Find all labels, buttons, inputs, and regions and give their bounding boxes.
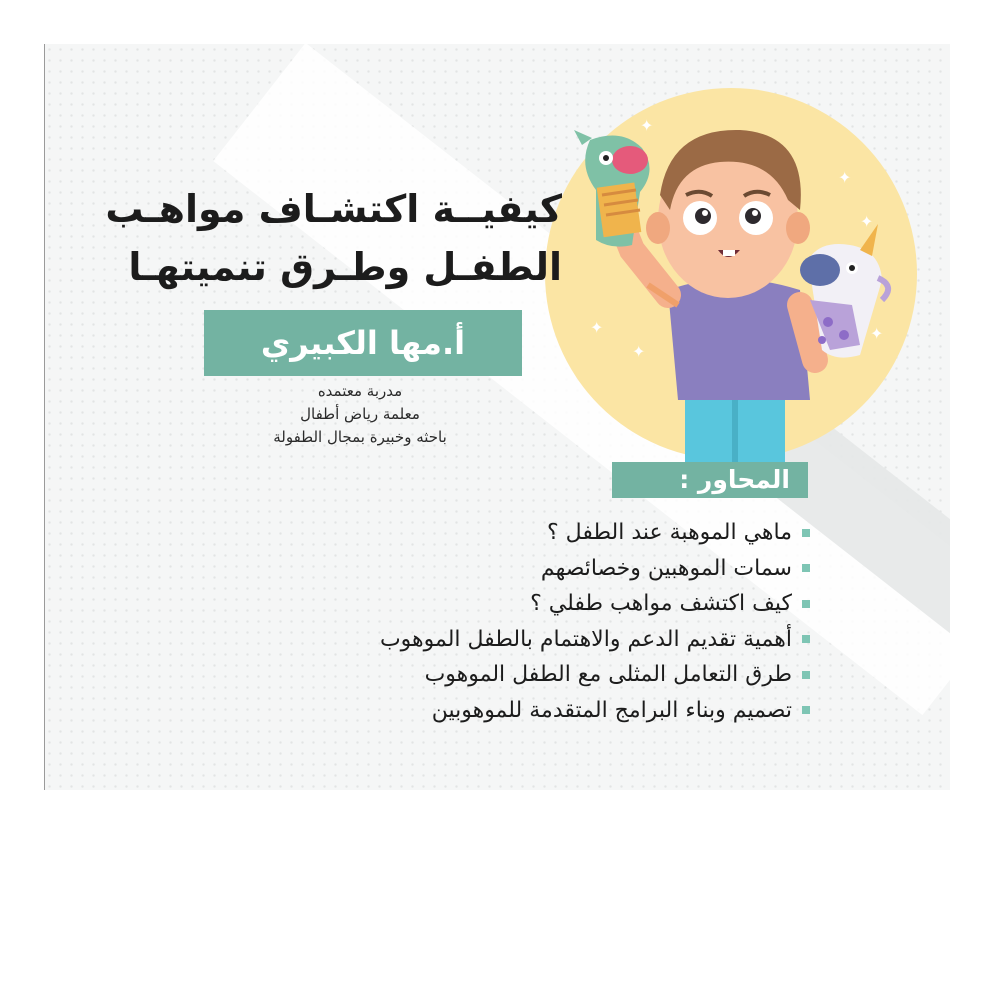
child-with-sock-puppets-icon (560, 100, 920, 470)
list-item (190, 586, 810, 622)
list-item (190, 515, 810, 551)
square-bullet-icon (802, 706, 810, 714)
sparkle-icon: ✦ (860, 212, 874, 231)
square-bullet-icon (802, 529, 810, 537)
list-item (190, 693, 810, 729)
sparkle-icon: ✦ (838, 168, 852, 187)
card-edge-line (44, 44, 45, 790)
list-item (190, 551, 810, 587)
credential-line: مدربة معتمده (317, 382, 403, 400)
sparkle-icon: ✦ (640, 116, 654, 135)
title-line-1: كيفيــة اكتشـاف مواهـب (105, 187, 562, 231)
square-bullet-icon (802, 564, 810, 572)
axes-heading-banner (612, 462, 808, 498)
sparkle-icon: ✦ (590, 318, 604, 337)
axes-heading: المحاور : (679, 465, 790, 494)
credential-line: باحثه وخبيرة بمجال الطفولة (273, 428, 447, 446)
title-line-2: الطفـل وطـرق تنميتهـا (128, 245, 562, 289)
presenter-credentials (230, 380, 490, 449)
sparkle-icon: ✦ (870, 324, 884, 343)
sparkle-icon: ✦ (632, 342, 646, 361)
list-item (190, 657, 810, 693)
list-item-label: ماهي الموهبة عند الطفل ؟ (547, 520, 792, 546)
list-item-label: كيف اكتشف مواهب طفلي ؟ (530, 591, 792, 617)
list-item (190, 622, 810, 658)
square-bullet-icon (802, 600, 810, 608)
list-item-label: سمات الموهبين وخصائصهم (540, 555, 792, 581)
square-bullet-icon (802, 635, 810, 643)
list-item-label: تصميم وبناء البرامج المتقدمة للموهوبين (431, 697, 792, 723)
credential-line: معلمة رياض أطفال (300, 405, 420, 423)
list-item-label: طرق التعامل المثلى مع الطفل الموهوب (424, 662, 792, 688)
page-title (42, 180, 562, 296)
square-bullet-icon (802, 671, 810, 679)
axes-list (190, 515, 810, 728)
list-item-label: أهمية تقديم الدعم والاهتمام بالطفل الموهوب (379, 626, 792, 652)
presenter-name-banner (204, 310, 522, 376)
presenter-name: أ.مها الكبيري (260, 324, 466, 362)
